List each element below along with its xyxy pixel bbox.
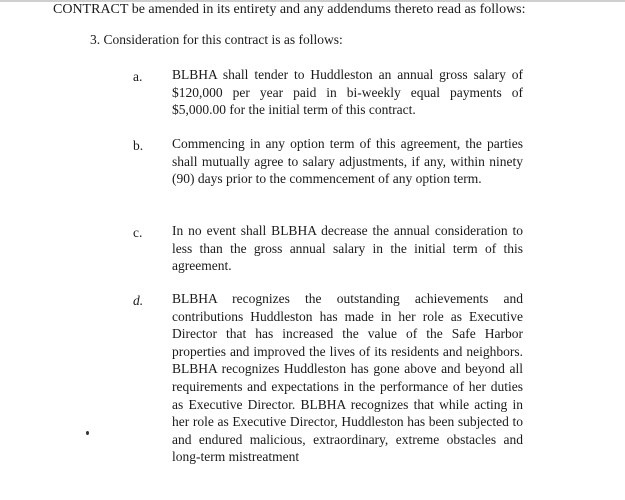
item-c-marker: c. <box>133 225 143 240</box>
item-d-marker: d. <box>133 293 144 308</box>
item-a-text: BLBHA shall tender to Huddleston an annual gross salary of $120,000 per year paid in bi-weekly equal payments of $5,000.00 for the initial term of this contract. <box>172 67 523 118</box>
item-b-text: Commencing in any option term of this agreement, the parties shall mutually agree to salary adjustments, if any, within ninety (90) days prior to the commencement of any option term. <box>172 136 523 187</box>
section-heading: 3. Consideration for this contract is as follows: <box>90 32 343 47</box>
item-d-text: BLBHA recognizes the outstanding achievements and contributions Huddleston has made in her role as Executive Director that has increased the value of the Safe Harbor properties and improved the lives of its residents and neighbors. BLBHA recognizes Huddleston has gone above and beyond all requirements and expectations in the performance of her duties as Executive Director. BLBHA recognizes that while acting in her role as Executive Director, Huddleston has been subjected to and endured malicious, extraordinary, extreme obstacles and long-term mistreatment <box>172 291 523 465</box>
header-text: CONTRACT be amended in its entirety and any addendums thereto read as follows: <box>53 2 526 17</box>
item-b-marker: b. <box>133 138 144 153</box>
item-a-marker: a. <box>133 69 143 84</box>
scan-speck-dot <box>86 431 89 435</box>
item-c-text: In no event shall BLBHA decrease the annual consideration to less than the gross annual salary in the initial term of this agreement. <box>172 223 523 274</box>
